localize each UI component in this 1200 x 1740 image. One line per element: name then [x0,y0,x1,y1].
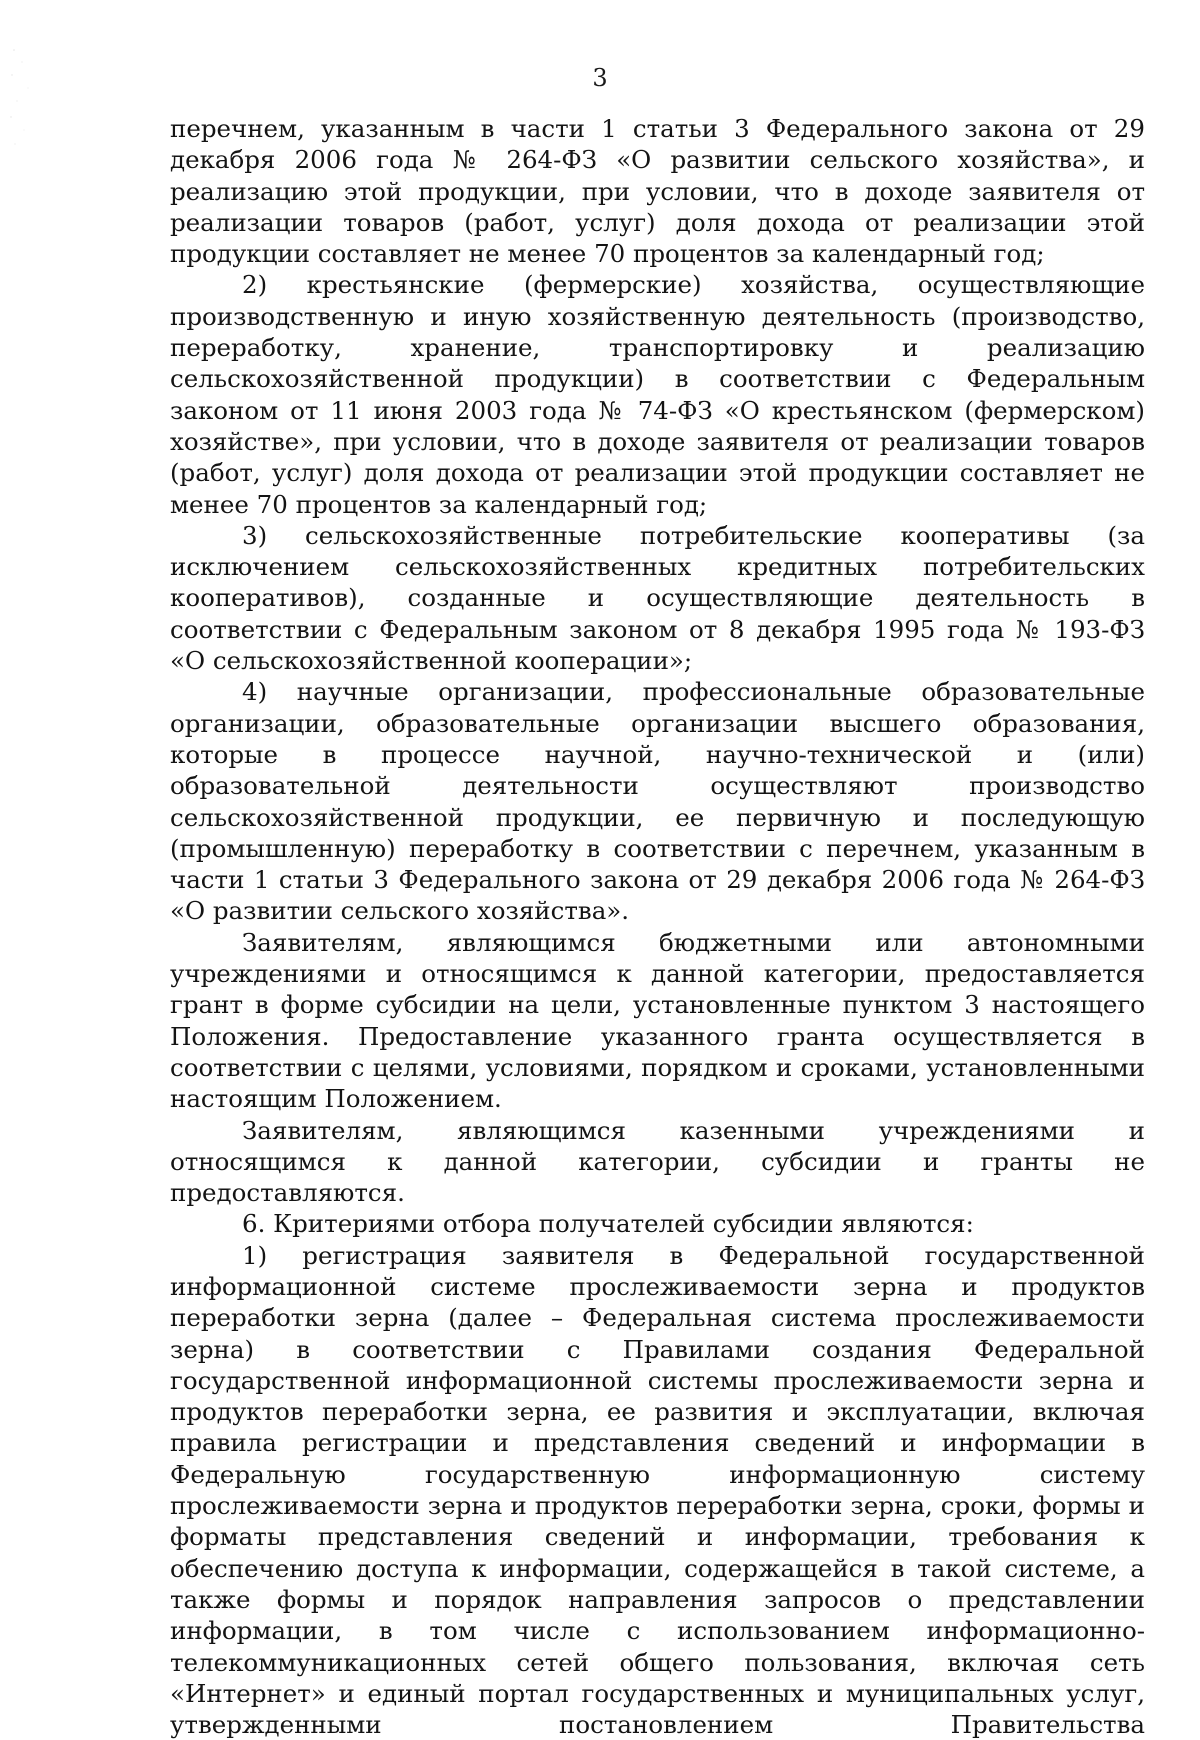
page-number: 3 [592,64,608,92]
paragraph-state-institutions: Заявителям, являющимся казенными учреждениями и относящимся к данной категории, субсидии и гранты не предоставляются. [170,1115,1145,1208]
section-6-heading: 6. Критериями отбора получателей субсидии являются: [242,1209,974,1239]
document-body [170,113,1145,1740]
paragraph-budget-institutions: Заявителям, являющимся бюджетными или автономными учреждениями и относящимся к данной категории, предоставляется грант в форме субсидии на цели, установленные пунктом 3 настоящего Положения. Предоставление указанного гранта осуществляется в соответствии с целями, условиями, порядком и сроками, установленными настоящим Положением. [170,927,1145,1114]
criterion-item-1: 1) регистрация заявителя в Федеральной государственной информационной системе прослеживаемости зерна и продуктов переработки зерна (далее – Федеральная система прослеживаемости зерна) в соответствии с Правилами создания Федеральной государственной информационной системы прослеживаемости зерна и продуктов переработки зерна, ее развития и эксплуатации, включая правила регистрации и представления сведений и информации в Федеральную государственную информационную систему прослеживаемости зерна и продуктов переработки зерна, сроки, формы и форматы представления сведений и информации, требования к обеспечению доступа к информации, содержащейся в такой системе, а также формы и порядок направления запросов о представлении информации, в том числе с использованием информационно-телекоммуникационных сетей общего пользования, включая сеть «Интернет» и единый портал государственных и муниципальных услуг, утвержденными постановлением Правительства [170,1240,1145,1740]
paragraph-continuation: перечнем, указанным в части 1 статьи 3 Федерального закона от 29 декабря 2006 года № 264-ФЗ «О развитии сельского хозяйства», и реализацию этой продукции, при условии, что в доходе заявителя от реализации товаров (работ, услуг) доля дохода от реализации этой продукции составляет не менее 70 процентов за календарный год; [170,114,1145,269]
list-item-4: 4) научные организации, профессиональные образовательные организации, образовательные организации высшего образования, которые в процессе научной, научно-технической и (или) образовательной деятельности осуществляют производство сельскохозяйственной продукции, ее первичную и последующую (промышленную) переработку в соответствии с перечнем, указанным в части 1 статьи 3 Федерального закона от 29 декабря 2006 года № 264-ФЗ «О развитии сельского хозяйства». [170,677,1145,926]
list-item-2: 2) крестьянские (фермерские) хозяйства, осуществляющие производственную и иную хозяйственную деятельность (производство, переработку, хранение, транспортировку и реализацию сельскохозяйственной продукции) в соответствии с Федеральным законом от 11 июня 2003 года № 74-ФЗ «О крестьянском (фермерском) хозяйстве», при условии, что в доходе заявителя от реализации товаров (работ, услуг) доля дохода от реализации этой продукции составляет не менее 70 процентов за календарный год; [170,270,1145,519]
list-item-3: 3) сельскохозяйственные потребительские кооперативы (за исключением сельскохозяйственных кредитных потребительских кооперативов), созданные и осуществляющие деятельность в соответствии с Федеральным законом от 8 декабря 1995 года № 193-ФЗ «О сельскохозяйственной кооперации»; [170,520,1145,676]
scan-noise-mark [8,40,48,160]
